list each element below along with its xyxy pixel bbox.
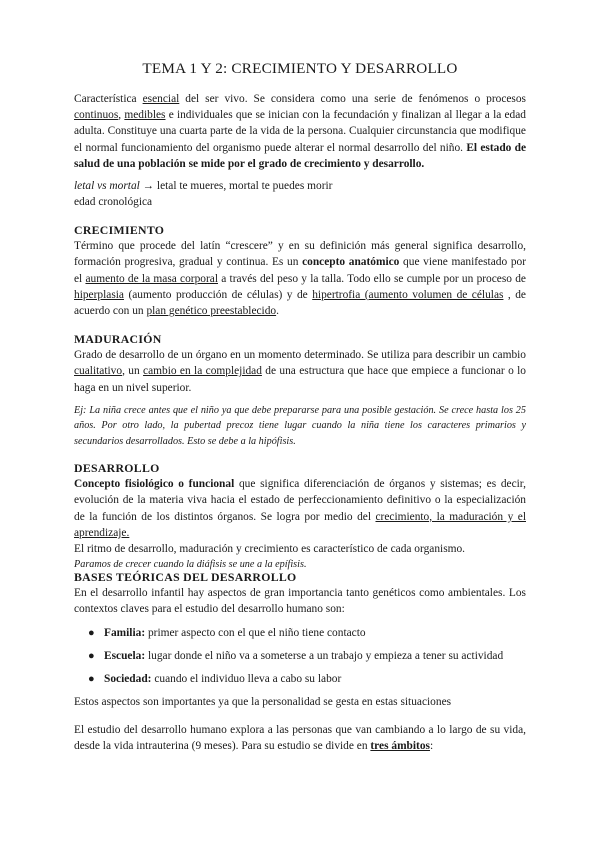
- list-item: [74, 625, 526, 648]
- desarrollo-paragraph: [74, 476, 526, 541]
- section-heading-crecimiento: CRECIMIENTO: [74, 223, 165, 237]
- crecimiento-underline: plan genético preestablecido: [146, 305, 277, 318]
- bullet-icon: ●: [88, 672, 95, 685]
- note-line-letal: [74, 178, 526, 194]
- page-title: TEMA 1 Y 2: CRECIMIENTO Y DESARROLLO: [142, 60, 458, 77]
- crecimiento-bold: concepto anatómico: [302, 256, 400, 269]
- list-item-desc: cuando el individuo lleva a cabo su labor: [151, 672, 342, 685]
- list-item-desc: primer aspecto con el que el niño tiene contacto: [145, 626, 366, 639]
- intro-paragraph: [74, 91, 526, 172]
- crecimiento-text: .: [276, 305, 279, 318]
- section-heading-bases: BASES TEÓRICAS DEL DESARROLLO: [74, 570, 297, 584]
- section-desarrollo: [74, 460, 526, 573]
- crecimiento-text: a través del peso y la talla. Todo ello se cumple por un proceso de: [218, 272, 526, 285]
- crecimiento-text: , de acuerdo con un: [74, 288, 526, 318]
- list-item-desc: lugar donde el niño va a someterse a un trabajo y empieza a tener su actividad: [145, 649, 504, 662]
- crecimiento-text: Término que procede del latín “crescere” y en su definición más general significa desarrollo, formación progresiva, gradual y continua. Es un: [74, 240, 526, 269]
- bases-after: Estos aspectos son importantes ya que la personalidad se gesta en estas situaciones: [74, 695, 452, 708]
- intro-text: Característica: [74, 93, 143, 105]
- desarrollo-diafisis: Paramos de crecer cuando la diáfisis se une a la epífisis.: [74, 559, 307, 571]
- bases-intro: En el desarrollo infantil hay aspectos de gran importancia tanto genéticos como ambientales. Los contextos claves para el estudio del desarrollo humano son:: [74, 587, 526, 616]
- section-maduracion: [74, 331, 526, 449]
- list-item: [74, 648, 526, 671]
- section-heading-maduracion: MADURACIÓN: [74, 332, 162, 346]
- maduracion-paragraph: [74, 347, 526, 396]
- intro-underline-medibles: medibles: [124, 109, 166, 122]
- maduracion-text: de una estructura que hace que empiece a funcionar o lo haga en un nivel superior.: [74, 365, 526, 394]
- bases-closing-text: :: [429, 740, 434, 753]
- intro-text: e individuales que se inician con la fecundación y finalizan al llegar a la edad adulta. Constituye una cuarta parte de la vida de la persona. Cualquier circunstancia que modifique el normal funcionamiento del organismo puede alterar el normal desarrollo del niño.: [74, 109, 526, 154]
- intro-bold-statement: El estado de salud de una población se mide por el grado de crecimiento y desarrollo.: [74, 141, 527, 170]
- note-italic: letal vs mortal: [74, 180, 140, 192]
- list-item-term: Familia:: [104, 626, 146, 639]
- bullet-icon: ●: [88, 626, 95, 639]
- maduracion-underline: cambio en la complejidad: [143, 365, 262, 378]
- desarrollo-underline: crecimiento, la maduración y el aprendizaje.: [74, 510, 526, 539]
- section-heading-desarrollo: DESARROLLO: [74, 461, 160, 475]
- bases-closing-text: El estudio del desarrollo humano explora a las personas que van cambiando a lo largo de su vida, desde la vida intrauterina (9 meses). Para su estudio se divide en: [74, 723, 526, 753]
- desarrollo-text: que significa diferenciación de órganos y sistemas; es decir, evolución de la materia viva hacia el estado de perfeccionamiento definitivo o la especialización de la función de los distintos órganos. Se logra por medio del: [74, 478, 526, 523]
- desarrollo-bold: Concepto fisiológico o funcional: [74, 478, 235, 491]
- crecimiento-underline: aumento de la masa corporal: [85, 272, 218, 285]
- section-crecimiento: [74, 222, 526, 319]
- section-bases: [74, 569, 526, 754]
- list-item-term: Sociedad:: [104, 672, 152, 685]
- crecimiento-paragraph: [74, 238, 526, 319]
- intro-text: ,: [118, 109, 125, 122]
- maduracion-underline: cualitativo: [74, 365, 123, 378]
- bases-list: [74, 625, 526, 694]
- arrow-icon: →: [139, 180, 157, 192]
- intro-underline-continuos: continuos: [74, 109, 119, 122]
- notes-block: [74, 178, 526, 210]
- bases-closing: [74, 722, 526, 754]
- crecimiento-underline: hipertrofia (aumento volumen de células: [312, 288, 504, 301]
- bullet-icon: ●: [88, 649, 95, 662]
- list-item: [74, 671, 526, 694]
- crecimiento-underline: hiperplasia: [74, 288, 124, 301]
- crecimiento-text: (aumento producción de células) y de: [123, 288, 313, 301]
- intro-underline-esencial: esencial: [142, 93, 180, 105]
- list-item-term: Escuela:: [104, 649, 146, 662]
- maduracion-text: , un: [122, 365, 144, 378]
- bases-closing-bold: tres ámbitos: [370, 740, 430, 753]
- maduracion-example: Ej: La niña crece antes que el niño ya que debe prepararse para una posible gestación. Se crece hasta los 25 años. Por otro lado, la pubertad precoz tiene lugar cuando la niña tiene los caracteres primarios y secundarios desarrollados. Esto se debe a la hipófisis.: [74, 404, 526, 447]
- desarrollo-ritmo: El ritmo de desarrollo, maduración y crecimiento es característico de cada organismo.: [74, 543, 466, 556]
- note-text: letal te mueres, mortal te puedes morir: [156, 180, 333, 192]
- maduracion-text: Grado de desarrollo de un órgano en un momento determinado. Se utiliza para describir un cambio: [74, 349, 526, 362]
- note-line-edad: edad cronológica: [74, 196, 153, 209]
- intro-text: del ser vivo. Se considera como una serie de fenómenos o procesos: [179, 93, 526, 105]
- crecimiento-text: que viene manifestado por el: [74, 256, 527, 285]
